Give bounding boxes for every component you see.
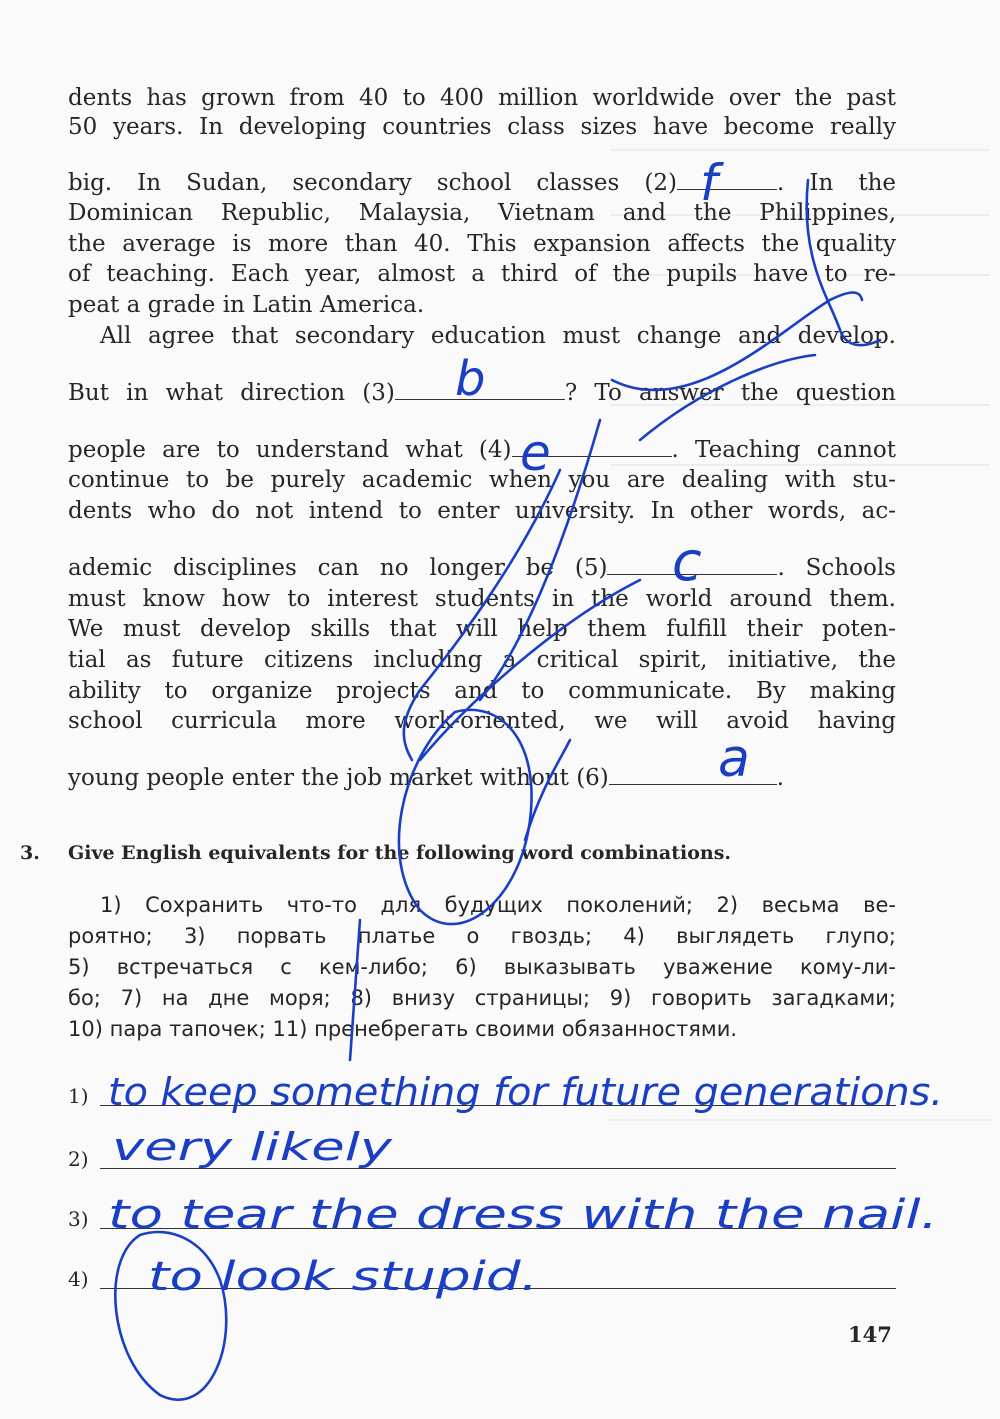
text-fragment: big. In Sudan, secondary school classes (2)	[68, 170, 677, 196]
text-line: Dominican Republic, Malaysia, Vietnam and the Philippines,	[68, 200, 896, 226]
text-line: ability to organize projects and to communicate. By making	[68, 678, 896, 704]
gap-4-blank[interactable]	[512, 438, 672, 457]
text-line: continue to be purely academic when you are dealing with stu-	[68, 467, 896, 493]
text-line: must know how to interest students in the world around them.	[68, 586, 896, 612]
russian-phrases-line: 5) встречаться с кем-либо; 6) выказывать уважение кому-ли-	[68, 955, 896, 979]
handwritten-answer-gap-2: f	[700, 154, 718, 212]
handwritten-answer-gap-6: a	[718, 729, 750, 789]
russian-phrases-line: бо; 7) на дне моря; 8) внизу страницы; 9) говорить загадками;	[68, 986, 896, 1010]
answer-line-4[interactable]	[68, 1263, 896, 1293]
answer-line-2[interactable]	[68, 1143, 896, 1173]
text-line-gap-4	[68, 435, 896, 465]
text-fragment: . In the	[777, 170, 896, 196]
text-line: school curricula more work-oriented, we will avoid having	[68, 708, 896, 734]
text-fragment: . Schools	[777, 555, 896, 581]
handwritten-answer-gap-3: b	[455, 351, 486, 407]
answer-rule	[100, 1168, 896, 1169]
text-line: of teaching. Each year, almost a third of the pupils have to re-	[68, 261, 896, 287]
page-number: 147	[848, 1322, 892, 1347]
text-line: dents who do not intend to enter university. In other words, ac-	[68, 498, 896, 524]
handwritten-answer-gap-4: e	[520, 424, 551, 482]
gap-5-blank[interactable]	[607, 556, 777, 575]
handwritten-answer-4: to look stupid.	[148, 1254, 538, 1300]
answer-line-3[interactable]	[68, 1203, 896, 1233]
text-line-gap-5	[68, 553, 896, 583]
answer-number: 1)	[68, 1084, 89, 1108]
task-3-heading	[20, 840, 920, 866]
handwritten-answer-1: to keep something for future generations.	[108, 1070, 943, 1114]
text-fragment: young people enter the job market without (6)	[68, 765, 609, 791]
text-fragment: ademic disciplines can no longer be (5)	[68, 555, 608, 581]
text-line-gap-2	[68, 168, 896, 198]
gap-2-blank[interactable]	[677, 171, 777, 190]
text-line: the average is more than 40. This expansion affects the quality	[68, 231, 896, 257]
text-line: 50 years. In developing countries class sizes have become really	[68, 114, 896, 140]
answer-number: 2)	[68, 1147, 89, 1171]
text-fragment: people are to understand what (4)	[68, 437, 512, 463]
russian-phrases-line: 1) Сохранить что-то для будущих поколений; 2) весьма ве-	[100, 893, 896, 917]
answer-number: 4)	[68, 1267, 89, 1291]
handwritten-answer-3: to tear the dress with the nail.	[108, 1192, 938, 1238]
text-line: All agree that secondary education must change and develop.	[100, 323, 896, 349]
answer-rule	[100, 1228, 896, 1229]
text-fragment: .	[776, 765, 785, 791]
gap-3-blank[interactable]	[395, 381, 565, 400]
text-line: dents has grown from 40 to 400 million worldwide over the past	[68, 85, 896, 111]
text-fragment: But in what direction (3)	[68, 380, 395, 406]
text-fragment: ? To answer the question	[564, 380, 896, 406]
russian-phrases-line: роятно; 3) порвать платье о гвоздь; 4) выглядеть глупо;	[68, 924, 896, 948]
text-line-gap-6	[68, 763, 896, 793]
text-fragment: . Teaching cannot	[671, 437, 896, 463]
answer-rule	[100, 1105, 896, 1106]
task-number: 3.	[20, 842, 40, 864]
text-line: peat a grade in Latin America.	[68, 292, 425, 318]
handwritten-answer-2: very likely	[112, 1125, 393, 1169]
gap-6-blank[interactable]	[609, 766, 777, 785]
answer-line-1[interactable]	[68, 1080, 896, 1110]
task-title: Give English equivalents for the following word combinations.	[68, 842, 732, 864]
handwritten-answer-gap-5: c	[672, 530, 702, 593]
answer-rule	[100, 1288, 896, 1289]
circle-stroke	[115, 1232, 226, 1400]
text-line: tial as future citizens including a critical spirit, initiative, the	[68, 647, 896, 673]
russian-phrases-line: 10) пара тапочек; 11) пренебрегать своими обязанностями.	[68, 1017, 738, 1041]
text-line: We must develop skills that will help them fulfill their poten-	[68, 616, 896, 642]
text-line-gap-3	[68, 378, 896, 408]
answer-number: 3)	[68, 1207, 89, 1231]
